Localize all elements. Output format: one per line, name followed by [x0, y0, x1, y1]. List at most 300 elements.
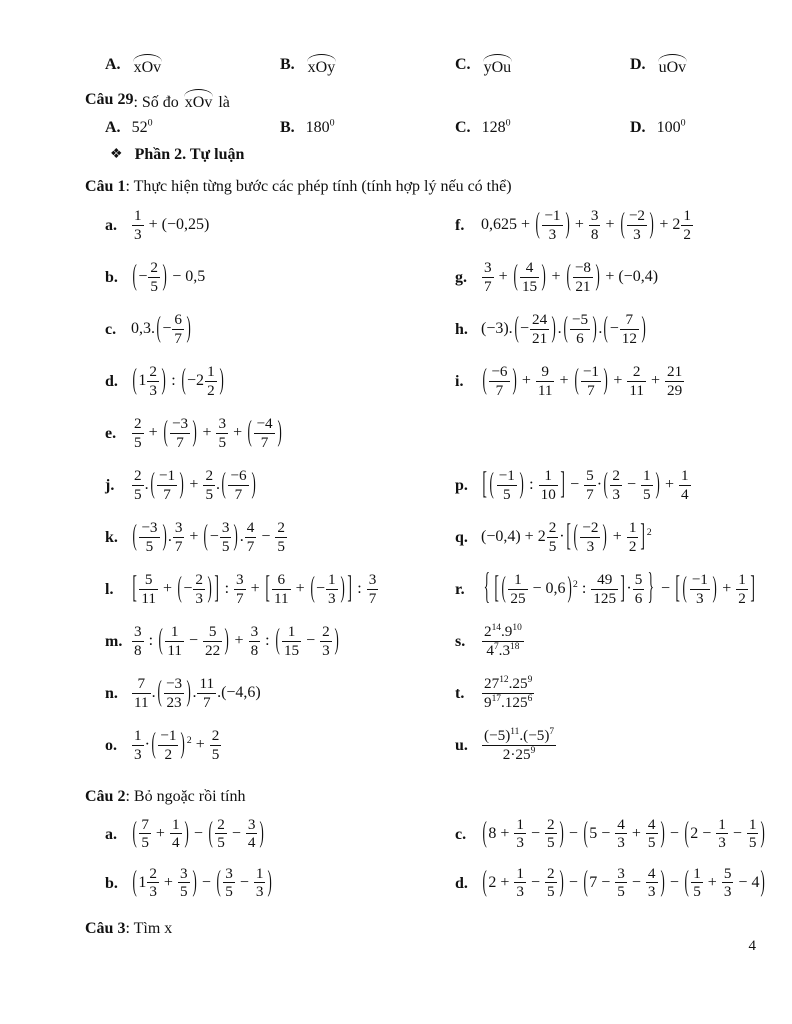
right-paren: ) [641, 312, 646, 344]
problem-letter: g. [455, 269, 467, 286]
left-paren: ( [482, 816, 487, 849]
problem-s [455, 616, 756, 668]
fraction: $\frac{1}{25}$ [510, 571, 526, 607]
right-paren: ) [760, 816, 766, 849]
option-value [132, 54, 164, 77]
problem-letter: n. [105, 685, 118, 702]
left-paren: ( [574, 364, 579, 396]
left-paren: ( [563, 312, 568, 344]
fraction: $\frac{7}{11}$ [134, 675, 149, 711]
right-paren: ) [551, 312, 557, 344]
right-paren: ) [251, 468, 256, 500]
right-paren: ) [603, 364, 608, 396]
left-paren: ( [535, 208, 540, 240]
fraction: $\frac{-2}{3}$ [628, 207, 646, 243]
right-paren: ) [559, 865, 564, 898]
fraction: $\frac{-1}{3}$ [544, 207, 561, 243]
empty-cell [455, 408, 756, 460]
left-bracket: [ [265, 571, 270, 605]
fraction: $\frac{2}{5}$ [134, 415, 142, 451]
problem-u [455, 720, 756, 772]
right-paren: ) [512, 364, 517, 396]
option-value: $128^0$ [481, 117, 511, 136]
left-brace: { [483, 568, 490, 608]
question-text: : Tìm x [125, 920, 173, 937]
left-paren: ( [482, 364, 487, 396]
right-paren: ) [161, 364, 166, 396]
fraction: $\frac{27^{12}.25^9}{9^{17}.125^6}$ [484, 675, 533, 711]
fraction: $\frac{1}{3}$ [516, 864, 524, 900]
right-paren: ) [192, 416, 197, 448]
fraction: $\frac{3}{7}$ [368, 571, 377, 607]
right-bracket: ] [214, 571, 220, 605]
option-value: $100^0$ [656, 117, 686, 136]
problem-m [105, 616, 455, 668]
fraction: $\frac{3}{7}$ [174, 519, 183, 555]
fraction: $\frac{4}{3}$ [647, 864, 656, 900]
right-paren: ) [567, 572, 572, 604]
option-label: C. [455, 56, 471, 73]
option-value [306, 54, 338, 77]
problem-expression: $\frac{1}{3}$ + (−0,25) [134, 207, 210, 243]
problem-n [105, 668, 455, 720]
option-a [105, 119, 280, 137]
left-paren: ( [221, 468, 226, 500]
option-c [455, 54, 630, 77]
option-label: A. [105, 56, 121, 73]
problem-o [105, 720, 455, 772]
problem-letter: h. [455, 321, 468, 338]
fraction: $\frac{7}{12}$ [621, 311, 637, 347]
problem-letter: c. [105, 321, 117, 338]
answer-options-row-29 [105, 113, 752, 143]
left-paren: ( [158, 624, 163, 656]
problem-p [455, 460, 756, 512]
problem-letter: i. [455, 373, 464, 390]
fraction: $\frac{3}{7}$ [236, 571, 244, 607]
right-paren: ) [207, 572, 212, 604]
right-paren: ) [565, 208, 570, 240]
left-paren: ( [566, 260, 571, 292]
question-text: : Thực hiện từng bước các phép tính (tính hợp lý nếu có thể) [125, 178, 512, 195]
angle-arc: xOv [183, 89, 215, 112]
fraction: $\frac{9}{11}$ [537, 363, 553, 399]
fraction: $\frac{1}{15}$ [283, 623, 300, 659]
fraction: $\frac{2}{5}$ [277, 519, 285, 555]
fraction: $\frac{3}{5}$ [617, 864, 625, 900]
option-value [482, 54, 514, 77]
problem-expression: 0,3.(− $\frac{6}{7}$ ) [131, 311, 191, 347]
problem-expression: [ $\frac{5}{11}$ + (− $\frac{2}{3}$ ) ] : $\frac{3}{7}$ + [ $\frac{6}{11}$ + (− $\frac{1}{3}$ ) ] : $\frac{3}{7}$ [132, 571, 377, 607]
fraction: $\frac{1}{3}$ [134, 727, 142, 763]
left-paren: ( [501, 572, 506, 604]
right-paren: ) [186, 676, 191, 708]
problem-letter: b. [105, 269, 118, 286]
question-text: : Bỏ ngoặc rồi tính [125, 788, 246, 805]
left-paren: ( [684, 865, 689, 898]
left-bracket: [ [132, 571, 137, 605]
fraction: $\frac{1}{4}$ [171, 815, 180, 851]
right-paren: ) [334, 624, 339, 656]
problem-e [105, 408, 455, 460]
left-paren: ( [181, 364, 186, 396]
fraction: $\frac{1}{3}$ [328, 571, 336, 607]
problem-letter: k. [105, 529, 118, 546]
problem-expression: $\frac{3}{7}$ + ( $\frac{4}{15}$ ) + ( $\frac{-8}{21}$ ) + (−0,4) [484, 259, 659, 295]
left-paren: ( [132, 816, 137, 849]
problem-letter: e. [105, 425, 117, 442]
fraction: $\frac{2}{11}$ [629, 363, 644, 399]
left-paren: ( [620, 208, 625, 240]
option-d [630, 54, 752, 77]
question-1-problems [105, 200, 755, 772]
problem-letter: f. [455, 217, 465, 234]
right-paren: ) [267, 865, 273, 898]
left-paren: ( [247, 416, 252, 448]
right-paren: ) [649, 208, 654, 240]
problem-expression: $\frac{2}{5}$ + ( $\frac{-3}{7}$ ) + $\frac{3}{5}$ + ( $\frac{-4}{7}$ ) [134, 415, 282, 451]
fraction: $\frac{4}{5}$ [647, 815, 656, 851]
right-paren: ) [592, 312, 597, 344]
right-paren: ) [760, 865, 766, 898]
fraction: $\frac{3}{4}$ [247, 815, 256, 851]
fraction: $\frac{3}{5}$ [221, 519, 230, 555]
problem-b [105, 859, 455, 908]
fraction: $\frac{2}{3}$ [195, 571, 203, 607]
problem-c [455, 810, 767, 859]
option-a [105, 54, 280, 77]
fraction: $\frac{1}{11}$ [167, 623, 182, 659]
fraction: $\frac{49}{125}$ [593, 571, 617, 607]
right-bracket: ] [620, 571, 626, 605]
right-paren: ) [192, 865, 197, 898]
fraction: $\frac{-3}{23}$ [165, 675, 183, 711]
diamond-bullet-icon: ❖ [110, 146, 123, 162]
left-paren: ( [482, 865, 487, 898]
problem-letter: d. [105, 373, 118, 390]
question-label: Câu 1 [85, 178, 126, 195]
question-3-heading [85, 916, 752, 942]
fraction: $\frac{5}{3}$ [723, 864, 732, 900]
angle-arc: yOu [482, 54, 514, 77]
fraction: $\frac{1}{2}$ [738, 571, 746, 607]
left-paren: ( [132, 364, 137, 396]
option-b [280, 119, 455, 137]
problem-l [105, 564, 455, 616]
right-brace: } [648, 568, 655, 608]
fraction: $\frac{4}{15}$ [521, 259, 538, 295]
left-paren: ( [513, 260, 518, 292]
left-paren: ( [216, 865, 221, 898]
fraction: $\frac{5}{6}$ [634, 571, 643, 607]
option-label: D. [630, 119, 646, 136]
angle-arc: xOv [132, 54, 164, 77]
fraction: $\frac{2}{5}$ [134, 467, 142, 503]
problem-expression: $\frac{3}{8}$ : ( $\frac{1}{11}$ − $\frac{5}{22}$ ) + $\frac{3}{8}$ : ( $\frac{1}{15}$ − $\frac{2}{3}$ ) [134, 623, 339, 659]
right-paren: ) [340, 572, 345, 604]
problem-expression: { [ ( $\frac{1}{25}$ − 0,6) $^2$ : $\frac{49}{125}$ ]· $\frac{5}{6}$ } − [ ( $\frac{-1}{3}$ ) + $\frac{1}{2}$ ] [483, 568, 755, 608]
fraction: $\frac{1}{2}$ [628, 519, 637, 555]
left-paren: ( [514, 312, 519, 344]
fraction: $\frac{3}{5}$ [218, 415, 227, 451]
answer-options-row-28 [105, 50, 752, 80]
fraction: $\frac{(-5)^{11}.(-5)^7}{2\cdot 25^9}$ [484, 727, 555, 763]
fraction: $\frac{1}{3}$ [134, 207, 142, 243]
left-paren: ( [275, 624, 280, 656]
problem-expression: ( $\frac{-6}{7}$ ) + $\frac{9}{11}$ + ( $\frac{-1}{7}$ ) + $\frac{2}{11}$ + $\frac{21}{29}$ [482, 363, 683, 399]
right-paren: ) [162, 260, 167, 292]
left-paren: ( [684, 816, 689, 849]
option-value [657, 54, 689, 77]
right-paren: ) [162, 520, 167, 552]
left-bracket: [ [566, 519, 571, 553]
left-paren: ( [203, 520, 209, 552]
fraction: $\frac{6}{7}$ [174, 311, 182, 347]
fraction: $\frac{2}{3}$ [322, 623, 330, 659]
question-label: Câu 2 [85, 788, 126, 805]
right-bracket: ] [640, 519, 646, 553]
problem-g [455, 252, 756, 304]
problem-letter: s. [455, 633, 466, 650]
problem-r [455, 564, 756, 616]
option-value: $52^0$ [131, 117, 153, 136]
fraction: $\frac{2}{5}$ [548, 519, 557, 555]
right-paren: ) [712, 572, 717, 604]
problem-letter: q. [455, 529, 468, 546]
problem-letter: b. [105, 874, 118, 892]
fraction: $\frac{-1}{2}$ [160, 727, 177, 763]
problem-k [105, 512, 455, 564]
problem-d [455, 859, 767, 908]
problem-expression: (8 + $\frac{1}{3}$ − $\frac{2}{5}$ ) − (5 − $\frac{4}{3}$ + $\frac{4}{5}$ ) − (2 − $\frac{1}{3}$ − $\frac{1}{5}$ ) [482, 815, 766, 851]
left-paren: ( [583, 865, 588, 898]
fraction: $\frac{11}{7}$ [199, 675, 215, 711]
problem-expression: $\frac{7}{11}$ .( $\frac{-3}{23}$ ). $\frac{11}{7}$ .(−4,6) [134, 675, 261, 711]
right-paren: ) [277, 416, 282, 448]
fraction: $\frac{1}{5}$ [748, 815, 757, 851]
fraction: $\frac{6}{11}$ [274, 571, 289, 607]
problem-expression: $\frac{2}{5}$ .( $\frac{-1}{7}$ ) + $\frac{2}{5}$ .( $\frac{-6}{7}$ ) [134, 467, 256, 503]
fraction: $\frac{5}{22}$ [205, 623, 221, 659]
fraction: $\frac{1}{4}$ [680, 467, 689, 503]
fraction: $\frac{-6}{7}$ [230, 467, 247, 503]
page-number: 4 [748, 938, 756, 954]
problem-expression: [ ( $\frac{-1}{5}$ ) : $\frac{1}{10}$ ] − $\frac{5}{7}$ ·( $\frac{2}{3}$ − $\frac{1}{5}$ ) + $\frac{1}{4}$ [482, 467, 689, 503]
fraction: $\frac{1}{3}$ [255, 864, 264, 900]
left-paren: ( [583, 816, 588, 849]
fraction: $\frac{-1}{7}$ [582, 363, 600, 399]
right-paren: ) [559, 816, 564, 849]
option-c [455, 119, 630, 137]
problem-expression [481, 624, 525, 659]
left-paren: ( [156, 312, 161, 344]
right-paren: ) [233, 520, 239, 552]
fraction: $\frac{24}{21}$ [532, 311, 548, 347]
fraction: $\frac{1}{3}$ [718, 815, 726, 851]
fraction: $\frac{-8}{21}$ [574, 259, 591, 295]
right-bracket: ] [347, 571, 352, 605]
problem-h [455, 304, 756, 356]
problem-i [455, 356, 756, 408]
left-paren: ( [132, 520, 137, 552]
problem-letter: t. [455, 685, 465, 702]
fraction: $\frac{1}{5}$ [693, 864, 701, 900]
option-label: B. [280, 56, 295, 73]
right-bracket: ] [560, 467, 565, 501]
fraction: $\frac{1}{2}$ [683, 207, 691, 243]
fraction: $\frac{1}{3}$ [516, 815, 524, 851]
right-paren: ) [655, 468, 660, 500]
question-label: Câu 29 [85, 91, 134, 108]
fraction: $\frac{3}{8}$ [250, 623, 259, 659]
fraction: $\frac{5}{7}$ [586, 467, 594, 503]
right-paren: ) [602, 520, 608, 552]
part2-title: Phần 2. Tự luận [134, 146, 245, 163]
question-2-problems [105, 810, 766, 908]
option-value: $180^0$ [305, 117, 335, 136]
fraction: $\frac{-3}{7}$ [171, 415, 189, 451]
left-bracket: [ [482, 467, 487, 501]
problem-d [105, 356, 455, 408]
fraction: $\frac{3}{5}$ [225, 864, 233, 900]
right-paren: ) [595, 260, 600, 292]
problem-expression: (−3).(− $\frac{24}{21}$ ).( $\frac{-5}{6}$ ).(− $\frac{7}{12}$ ) [481, 311, 646, 347]
problem-letter: r. [455, 581, 465, 598]
left-paren: ( [132, 865, 137, 898]
problem-letter: a. [105, 217, 117, 234]
left-paren: ( [603, 468, 608, 500]
left-paren: ( [151, 728, 156, 760]
fraction: $\frac{-5}{6}$ [571, 311, 589, 347]
right-paren: ) [541, 260, 546, 292]
left-paren: ( [157, 676, 162, 708]
problem-expression: (1 $\frac{2}{3}$ + $\frac{3}{5}$ ) − ( $\frac{3}{5}$ − $\frac{1}{3}$ ) [132, 864, 273, 900]
right-paren: ) [660, 816, 665, 849]
problem-letter: p. [455, 477, 468, 494]
problem-c [105, 304, 455, 356]
problem-expression: (1 $\frac{2}{3}$ ) : (−2 $\frac{1}{2}$ ) [132, 363, 224, 399]
fraction: $\frac{4}{3}$ [617, 815, 625, 851]
problem-expression [481, 728, 557, 763]
left-bracket: [ [675, 571, 680, 605]
left-paren: ( [150, 468, 155, 500]
problem-letter: u. [455, 737, 468, 754]
fraction: $\frac{-6}{7}$ [491, 363, 508, 399]
problem-t [455, 668, 756, 720]
question-label: Câu 3 [85, 920, 126, 937]
question-2-heading [85, 784, 752, 810]
problem-a [105, 200, 455, 252]
fraction: $\frac{2}{3}$ [149, 363, 157, 399]
fraction: $\frac{2}{5}$ [205, 467, 214, 503]
fraction: $\frac{-2}{3}$ [582, 519, 599, 555]
left-bracket: [ [494, 571, 499, 605]
fraction: $\frac{1}{10}$ [540, 467, 556, 503]
fraction: $\frac{2}{3}$ [612, 467, 620, 503]
fraction: $\frac{3}{8}$ [590, 207, 599, 243]
fraction: $\frac{3}{8}$ [134, 623, 142, 659]
fraction: $\frac{3}{7}$ [484, 259, 492, 295]
fraction: $\frac{21}{29}$ [667, 363, 683, 399]
right-paren: ) [259, 816, 265, 849]
problem-letter: m. [105, 633, 123, 650]
fraction: $\frac{-4}{7}$ [256, 415, 273, 451]
option-label: D. [630, 56, 646, 73]
problem-q [455, 512, 756, 564]
left-paren: ( [132, 260, 137, 292]
fraction: $\frac{2}{5}$ [546, 864, 555, 900]
right-paren: ) [179, 468, 184, 500]
problem-expression: ( $\frac{7}{5}$ + $\frac{1}{4}$ ) − ( $\frac{2}{5}$ − $\frac{3}{4}$ ) [132, 815, 265, 851]
fraction: $\frac{-1}{7}$ [158, 467, 176, 503]
option-label: B. [280, 119, 295, 136]
fraction: $\frac{5}{11}$ [141, 571, 156, 607]
fraction: $\frac{-3}{5}$ [141, 519, 158, 555]
problem-f [455, 200, 756, 252]
fraction: $\frac{4}{7}$ [246, 519, 255, 555]
problem-expression: ( $\frac{-3}{5}$ ). $\frac{3}{7}$ + (− $\frac{3}{5}$ ). $\frac{4}{7}$ − $\frac{2}{5}$ [132, 519, 285, 555]
problem-letter: d. [455, 874, 468, 892]
fraction: $\frac{7}{5}$ [141, 815, 149, 851]
left-paren: ( [177, 572, 182, 604]
fraction: $\frac{3}{5}$ [179, 864, 188, 900]
problem-expression: (−0,4) + 2 $\frac{2}{5}$ ·[ ( $\frac{-2}{3}$ ) + $\frac{1}{2}$ ]$^2$ [481, 519, 652, 555]
problem-expression [481, 676, 535, 711]
problem-letter: o. [105, 737, 117, 754]
fraction: $\frac{1}{2}$ [207, 363, 215, 399]
right-paren: ) [219, 364, 224, 396]
right-bracket: ] [750, 571, 755, 605]
question-text: : Số đo xOv là [133, 89, 229, 112]
right-paren: ) [186, 312, 191, 344]
fraction: $\frac{2}{3}$ [149, 864, 157, 900]
right-paren: ) [184, 816, 189, 849]
option-d [630, 119, 752, 137]
problem-letter: j. [105, 477, 115, 494]
problem-expression: 0,625 + ( $\frac{-1}{3}$ ) + $\frac{3}{8}$ + ( $\frac{-2}{3}$ ) + 2 $\frac{1}{2}$ [481, 207, 691, 243]
problem-j [105, 460, 455, 512]
problem-a [105, 810, 455, 859]
angle-arc: uOv [657, 54, 689, 77]
question-1-heading [85, 174, 752, 200]
option-label: A. [105, 119, 121, 136]
fraction: $\frac{2}{5}$ [217, 815, 225, 851]
problem-expression: (2 + $\frac{1}{3}$ − $\frac{2}{5}$ ) − (7 − $\frac{3}{5}$ − $\frac{4}{3}$ ) − ( $\frac{1}{5}$ + $\frac{5}{3}$ − 4) [482, 864, 766, 900]
right-paren: ) [519, 468, 524, 500]
fraction: $\frac{2}{5}$ [211, 727, 220, 763]
problem-expression: (− $\frac{2}{5}$ ) − 0,5 [132, 259, 206, 295]
left-paren: ( [573, 520, 578, 552]
left-paren: ( [310, 572, 315, 604]
problem-expression: $\frac{1}{3}$ ·( $\frac{-1}{2}$ ) $^2$ + $\frac{2}{5}$ [134, 727, 220, 763]
part2-heading [110, 143, 752, 167]
right-paren: ) [660, 865, 665, 898]
right-paren: ) [180, 728, 186, 760]
angle-arc: xOy [306, 54, 338, 77]
left-paren: ( [489, 468, 495, 500]
problem-letter: c. [455, 825, 467, 843]
problem-letter: l. [105, 581, 114, 598]
problem-b [105, 252, 455, 304]
left-paren: ( [682, 572, 688, 604]
option-b [280, 54, 455, 77]
left-paren: ( [208, 816, 213, 849]
fraction: $\frac{2}{5}$ [150, 259, 158, 295]
option-label: C. [455, 119, 471, 136]
left-paren: ( [603, 312, 609, 344]
fraction: $\frac{2^{14}.9^{10}}{4^7.3^{18}}$ [484, 623, 522, 659]
left-paren: ( [163, 416, 168, 448]
